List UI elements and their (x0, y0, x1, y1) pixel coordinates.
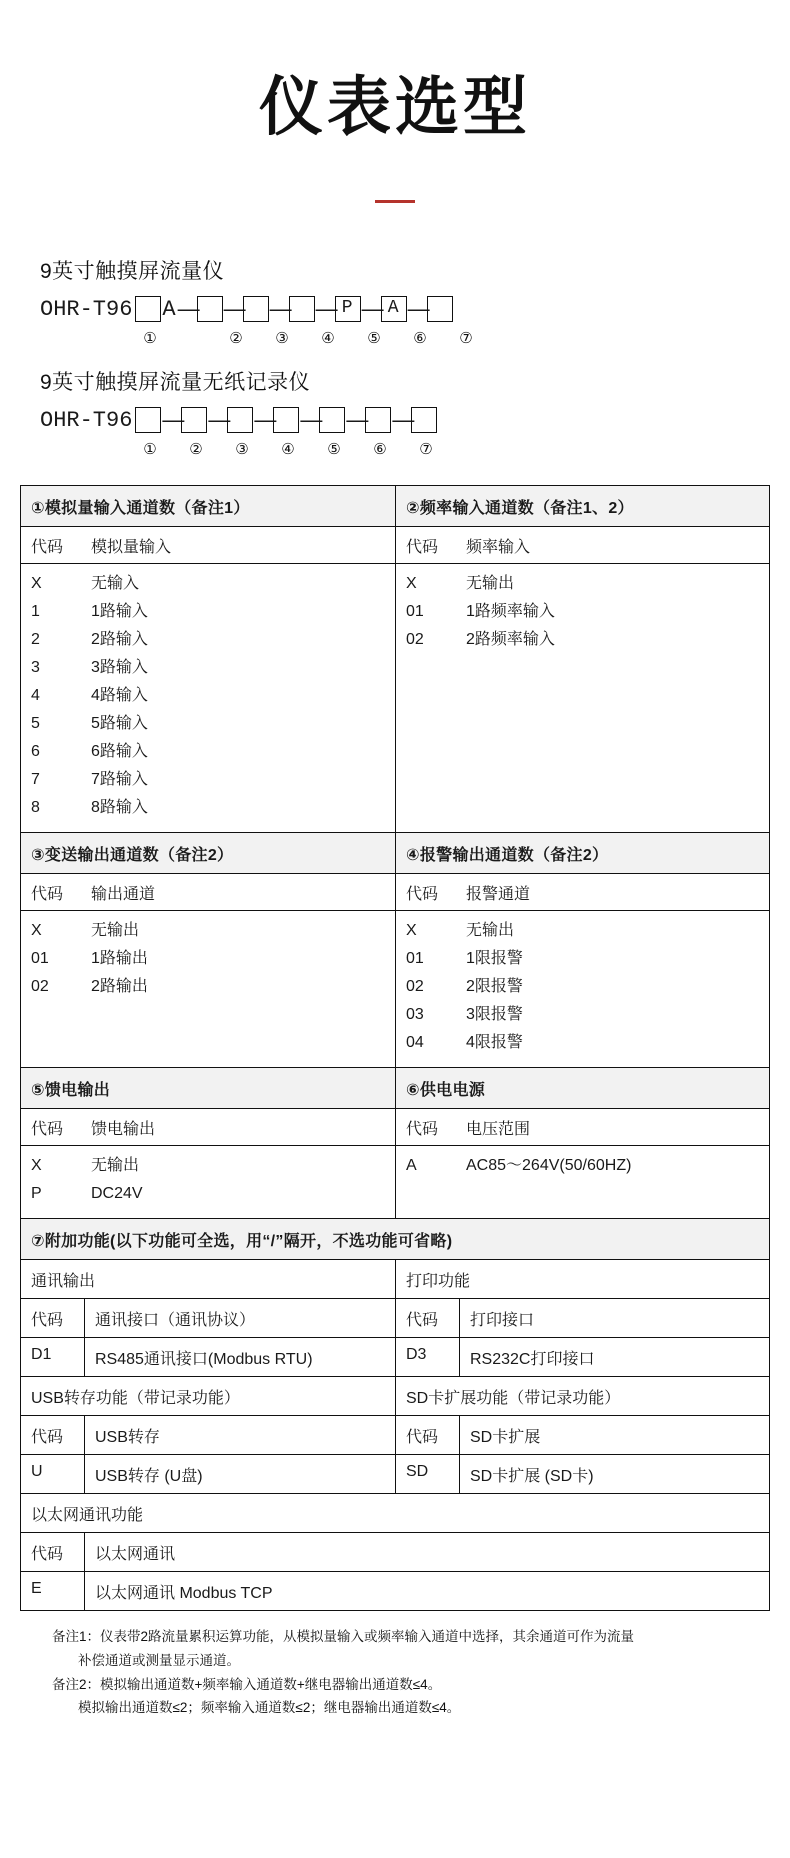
code-cell: X (406, 575, 417, 593)
table-row (21, 833, 769, 1068)
code-cell: X (31, 575, 42, 593)
section-body (396, 1146, 769, 1218)
text-cell: 2路输入 (91, 631, 148, 649)
code-dash: — (177, 296, 201, 322)
code-number-5: ⑤ (327, 441, 341, 459)
list-item (396, 1180, 769, 1208)
model-name: 9英寸触摸屏流量仪 (40, 260, 225, 284)
section-body (396, 564, 769, 664)
list-item (21, 598, 395, 626)
code-box-5: P (335, 296, 361, 322)
section-body (21, 564, 395, 832)
section-subheader (21, 527, 395, 564)
section-7 (21, 1219, 769, 1260)
code-cell: A (406, 1157, 417, 1175)
text-cell: 8路输入 (91, 799, 148, 817)
list-item (396, 945, 769, 973)
code-box-2 (197, 296, 223, 322)
list-item (21, 1180, 395, 1208)
list-item (396, 973, 769, 1001)
col-code-header: 代码 (406, 539, 439, 557)
code-dash: — (392, 407, 416, 433)
code-number-3: ③ (275, 330, 289, 348)
code-box-7 (411, 407, 437, 433)
code-cell: X (406, 922, 417, 940)
code-number-7: ⑦ (419, 441, 433, 459)
table-row (21, 1572, 769, 1611)
text-cell: 5路输入 (91, 715, 148, 733)
text-cell: 1路频率输入 (466, 603, 555, 621)
table-row (21, 1494, 769, 1533)
text-cell: 1路输入 (91, 603, 148, 621)
code-dash: — (300, 407, 324, 433)
model-code-numbers (40, 328, 790, 348)
group-value-right (395, 1455, 769, 1493)
list-item (21, 973, 395, 1001)
code-number-4: ④ (321, 330, 335, 348)
model-prefix: OHR-T96 (40, 407, 133, 433)
col-name-header: USB转存 (95, 1429, 160, 1447)
col-name-header: 以太网通讯 (95, 1546, 176, 1564)
text-cell: 无输出 (91, 1157, 140, 1175)
col-code-header: 代码 (31, 886, 64, 904)
code-cell: P (31, 1185, 42, 1203)
group-subheader-left (21, 1416, 395, 1454)
code-dash: — (162, 407, 186, 433)
col-code-header: 代码 (21, 1416, 85, 1454)
model-code-numbers (40, 439, 790, 459)
col-code-header: 代码 (396, 1416, 460, 1454)
code-cell: 8 (31, 799, 40, 817)
code-cell: 01 (406, 603, 424, 621)
code-cell: D3 (396, 1338, 460, 1376)
section-6 (395, 1068, 769, 1218)
code-box-6: A (381, 296, 407, 322)
table-row (21, 1299, 769, 1338)
list-item (21, 570, 395, 598)
ethernet-title: 以太网通讯功能 (31, 1507, 144, 1525)
list-item (396, 1029, 769, 1057)
section-2 (395, 486, 769, 832)
list-item (21, 945, 395, 973)
table-row (21, 1416, 769, 1455)
list-item (21, 654, 395, 682)
list-item (21, 738, 395, 766)
table-row (21, 1377, 769, 1416)
section-body (21, 911, 395, 1067)
col-code-header: 代码 (396, 1299, 460, 1337)
code-number-5: ⑤ (367, 330, 381, 348)
group-title-right: SD卡扩展功能（带记录功能） (395, 1377, 769, 1415)
list-item (21, 626, 395, 654)
code-cell: 5 (31, 715, 40, 733)
section-body (396, 911, 769, 1067)
text-cell: 4限报警 (466, 1034, 523, 1052)
code-cell: U (21, 1455, 85, 1493)
code-dash: — (315, 296, 339, 322)
code-cell: 01 (31, 950, 49, 968)
code-dash: — (361, 296, 385, 322)
text-cell: 1限报警 (466, 950, 523, 968)
text-cell: RS485通讯接口(Modbus RTU) (95, 1351, 313, 1369)
col-code-header: 代码 (31, 539, 64, 557)
text-cell: 6路输入 (91, 743, 148, 761)
section-header: ⑥供电电源 (396, 1068, 769, 1109)
code-number-2: ② (229, 330, 243, 348)
code-cell: 2 (31, 631, 40, 649)
code-cell: 4 (31, 687, 40, 705)
group-value-right (395, 1338, 769, 1376)
model-code-row (40, 292, 790, 326)
code-cell: 02 (406, 978, 424, 996)
note-line: 补偿通道或测量显示通道。 (78, 1653, 240, 1669)
code-box-6 (365, 407, 391, 433)
text-cell: 无输出 (466, 575, 515, 593)
code-box-7 (427, 296, 453, 322)
text-cell: 2路输出 (91, 978, 148, 996)
group-subheader-right (395, 1416, 769, 1454)
section-subheader (21, 1109, 395, 1146)
model-code-row (40, 403, 790, 437)
col-name-header: 通讯接口（通讯协议） (95, 1312, 256, 1330)
list-item (396, 626, 769, 654)
code-number-6: ⑥ (413, 330, 427, 348)
list-item (21, 1029, 395, 1057)
table-row (21, 1455, 769, 1494)
code-box-4 (273, 407, 299, 433)
table-row (21, 1338, 769, 1377)
list-item (21, 682, 395, 710)
text-cell: 1路输出 (91, 950, 148, 968)
model-block-2 (40, 366, 790, 459)
code-dash: — (254, 407, 278, 433)
section-subheader (21, 874, 395, 911)
code-box-3 (227, 407, 253, 433)
code-letter-a: A (162, 296, 176, 322)
code-number-4: ④ (281, 441, 295, 459)
section-subheader (396, 1109, 769, 1146)
code-cell: SD (396, 1455, 460, 1493)
text-cell: 2限报警 (466, 978, 523, 996)
list-item (396, 570, 769, 598)
code-cell: X (31, 1157, 42, 1175)
note-line: 备注2：模拟输出通道数+频率输入通道数+继电器输出通道数≤4。 (52, 1676, 442, 1692)
table-row (21, 1260, 769, 1299)
code-number-1: ① (143, 441, 157, 459)
code-number-3: ③ (235, 441, 249, 459)
code-cell: 1 (31, 603, 40, 621)
section-header: ⑦附加功能(以下功能可全选，用“/”隔开，不选功能可省略) (21, 1219, 769, 1259)
section-3 (21, 833, 395, 1067)
list-item (21, 766, 395, 794)
code-box-4 (289, 296, 315, 322)
code-box-1 (135, 296, 161, 322)
code-number-6: ⑥ (373, 441, 387, 459)
text-cell: 以太网通讯 Modbus TCP (95, 1585, 273, 1603)
code-box-2 (181, 407, 207, 433)
list-item (21, 710, 395, 738)
section-body (21, 1146, 395, 1218)
text-cell: RS232C打印接口 (470, 1351, 595, 1369)
code-cell: X (31, 922, 42, 940)
code-dash: — (269, 296, 293, 322)
title-divider (375, 200, 415, 203)
selection-table (20, 485, 770, 1611)
ethernet-subheader (21, 1533, 769, 1571)
text-cell: 4路输入 (91, 687, 148, 705)
col-code-header: 代码 (21, 1299, 85, 1337)
text-cell: AC85～264V(50/60HZ) (466, 1157, 632, 1175)
code-cell: 02 (406, 631, 424, 649)
section-subheader (396, 874, 769, 911)
col-name-header: 模拟量输入 (91, 539, 172, 557)
code-cell: E (21, 1572, 85, 1610)
col-code-header: 代码 (406, 1121, 439, 1139)
ethernet-value (21, 1572, 769, 1610)
page-title: 仪表选型 (259, 71, 531, 143)
code-number-7: ⑦ (459, 330, 473, 348)
list-item (21, 1001, 395, 1029)
col-code-header: 代码 (21, 1533, 85, 1571)
text-cell: 3限报警 (466, 1006, 523, 1024)
text-cell: SD卡扩展 (SD卡) (470, 1468, 594, 1486)
text-cell: 无输入 (91, 575, 140, 593)
group-title-left: 通讯输出 (31, 1273, 96, 1291)
col-name-header: 报警通道 (466, 886, 531, 904)
title-divider-wrap (0, 200, 790, 203)
list-item (396, 1152, 769, 1180)
section-7-header-wrap (21, 1219, 769, 1259)
code-cell: 04 (406, 1034, 424, 1052)
col-name-header: 馈电输出 (91, 1121, 156, 1139)
group-value-left (21, 1455, 395, 1493)
table-row (21, 1068, 769, 1219)
list-item (396, 1001, 769, 1029)
list-item (396, 598, 769, 626)
code-dash: — (346, 407, 370, 433)
group-title-left: USB转存功能（带记录功能） (31, 1390, 240, 1408)
section-1 (21, 486, 395, 832)
col-name-header: 频率输入 (466, 539, 531, 557)
text-cell: DC24V (91, 1185, 143, 1203)
section-header: ③变送输出通道数（备注2） (21, 833, 395, 874)
model-prefix: OHR-T96 (40, 296, 133, 322)
col-code-header: 代码 (31, 1121, 64, 1139)
group-title-right: 打印功能 (395, 1260, 769, 1298)
text-cell: USB转存 (U盘) (95, 1468, 203, 1486)
code-box-3 (243, 296, 269, 322)
group-subheader-right (395, 1299, 769, 1337)
group-value-left (21, 1338, 395, 1376)
text-cell: 无输出 (466, 922, 515, 940)
code-cell: 3 (31, 659, 40, 677)
code-box-1 (135, 407, 161, 433)
list-item (396, 917, 769, 945)
col-code-header: 代码 (406, 886, 439, 904)
code-cell: 6 (31, 743, 40, 761)
model-code-blocks (40, 255, 790, 459)
text-cell: 无输出 (91, 922, 140, 940)
section-5 (21, 1068, 395, 1218)
col-name-header: 打印接口 (470, 1312, 535, 1330)
code-number-2: ② (189, 441, 203, 459)
code-box-5 (319, 407, 345, 433)
code-cell: 02 (31, 978, 49, 996)
col-name-header: 电压范围 (466, 1121, 531, 1139)
code-cell: 03 (406, 1006, 424, 1024)
code-cell: 7 (31, 771, 40, 789)
table-row (21, 1533, 769, 1572)
text-cell: 2路频率输入 (466, 631, 555, 649)
note-line: 模拟输出通道数≤2；频率输入通道数≤2；继电器输出通道数≤4。 (78, 1700, 461, 1716)
section-subheader (396, 527, 769, 564)
list-item (21, 1152, 395, 1180)
code-cell: D1 (21, 1338, 85, 1376)
text-cell: 3路输入 (91, 659, 148, 677)
col-name-header: 输出通道 (91, 886, 156, 904)
code-dash: — (223, 296, 247, 322)
section-4 (395, 833, 769, 1067)
note-line: 备注1：仪表带2路流量累积运算功能，从模拟量输入或频率输入通道中选择，其余通道可作为流量 (52, 1629, 635, 1645)
text-cell: 7路输入 (91, 771, 148, 789)
code-number-1: ① (143, 330, 157, 348)
code-cell: 01 (406, 950, 424, 968)
model-name: 9英寸触摸屏流量无纸记录仪 (40, 371, 311, 395)
code-dash: — (208, 407, 232, 433)
section-header: ⑤馈电输出 (21, 1068, 395, 1109)
group-subheader-left (21, 1299, 395, 1337)
list-item (21, 794, 395, 822)
section-header: ④报警输出通道数（备注2） (396, 833, 769, 874)
model-block-1 (40, 255, 790, 348)
section-header: ②频率输入通道数（备注1、2） (396, 486, 769, 527)
section-header: ①模拟量输入通道数（备注1） (21, 486, 395, 527)
list-item (21, 917, 395, 945)
col-name-header: SD卡扩展 (470, 1429, 541, 1447)
code-dash: — (407, 296, 431, 322)
notes-block (52, 1625, 768, 1720)
table-row (21, 486, 769, 833)
